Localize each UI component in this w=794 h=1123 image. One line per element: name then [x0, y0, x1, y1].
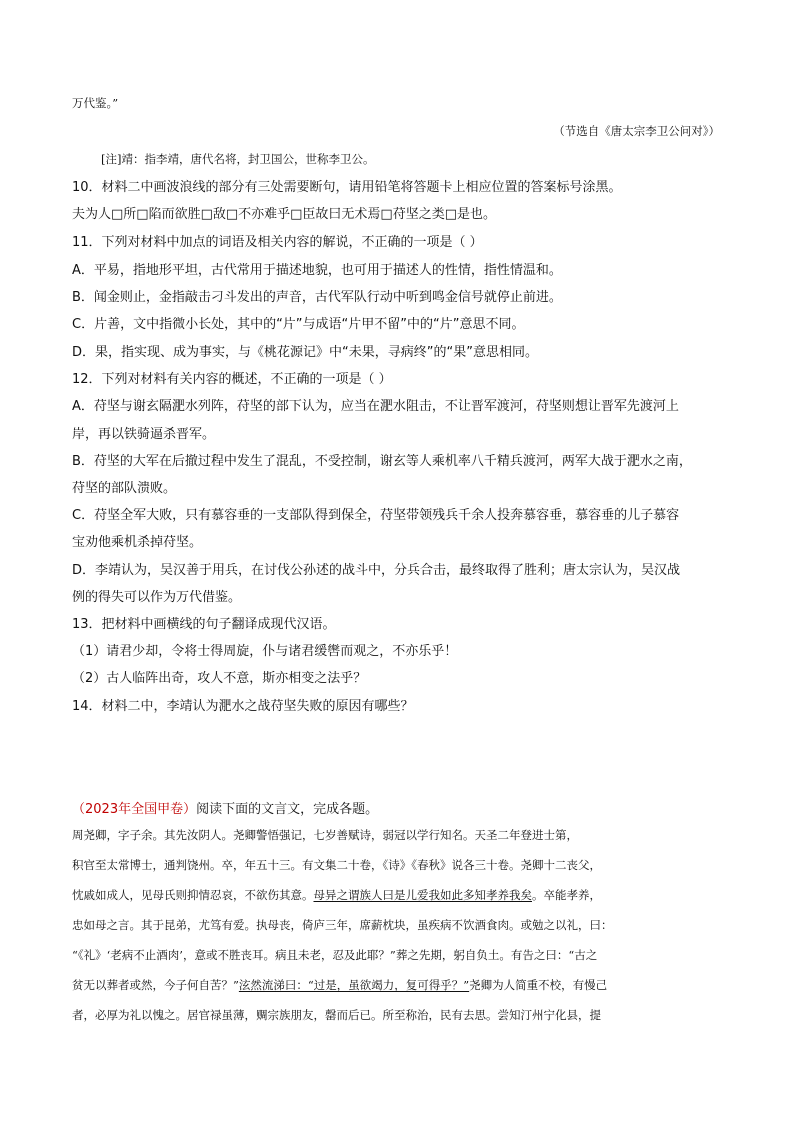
passage-line: 忠如母之言。其于昆弟，尤笃有爱。执母丧，倚庐三年，席薪枕块，虽疾病不饮酒食肉。或勉之以礼，曰：: [72, 918, 613, 932]
question-11-option-d: D．果，指实现、成为事实，与《桃花源记》中“未果，寻病终”的“果”意思相同。: [72, 345, 538, 360]
question-12-line: C．苻坚全军大败，只有慕容垂的一支部队得到保全，苻坚带领残兵千余人投奔慕容垂，慕容垂的儿子慕容: [72, 508, 680, 523]
question-13-item-1: （1）请君少却，令将士得周旋，仆与诸君缓辔而观之，不亦乐乎！: [72, 644, 458, 659]
section-heading: [72, 798, 378, 817]
exam-source-tag: （2023年全国甲卷）: [72, 802, 197, 817]
source-citation: （节选自《唐太宗李卫公问对》）: [553, 124, 720, 138]
passage-line: 忱戚如成人，见母氏则抑情忍哀，不欲伤其意。母异之谓族人曰是儿爱我如此多知孝养我矣。卒能孝养，: [72, 888, 601, 902]
question-12-line: 例的得失可以作为万代借鉴。: [72, 590, 242, 605]
passage-line: 者，必厚为礼以愧之。居官禄虽薄，赒宗族朋友，罄而后已。所至称治，民有去思。尝知汀州宁化县，提: [72, 1008, 601, 1022]
question-12-line: 苻坚的部队溃败。: [72, 481, 177, 496]
question-12-line: D．李靖认为，吴汉善于用兵，在讨伐公孙述的战斗中，分兵合击，最终取得了胜利；唐太宗认为，吴汉战: [72, 563, 681, 578]
passage-line: 贫无以葬者或然，今子何自苦？”泫然流涕曰：“过是，虽欲竭力，复可得乎？”尧卿为人简重不校，有慢己: [72, 978, 608, 992]
underlined-sentence: 泫然流涕曰：“过是，虽欲竭力，复可得乎？”: [238, 978, 470, 992]
passage-line: 积官至太常博士，通判饶州。卒，年五十三。有文集二十卷，《诗》《春秋》说各三十卷。尧卿十二丧父，: [72, 858, 601, 872]
question-14-title: 14．材料二中，李靖认为淝水之战苻坚失败的原因有哪些？: [72, 699, 414, 714]
question-13-item-2: （2）古人临阵出奇，攻人不意，斯亦相变之法乎？: [72, 671, 367, 686]
underlined-sentence: 母异之谓族人曰是儿爱我如此多知孝养我矣: [313, 888, 532, 902]
question-11-option-c: C．片善，文中指微小长处，其中的“片”与成语“片甲不留”中的“片”意思不同。: [72, 317, 525, 332]
question-12-line: B．苻坚的大军在后撤过程中发生了混乱，不受控制，谢玄等人乘机率八千精兵渡河，两军大战于淝水之南，: [72, 454, 692, 469]
question-11-option-b: B．闻金则止，金指敲击刁斗发出的声音，古代军队行动中听到鸣金信号就停止前进。: [72, 290, 562, 305]
question-12-title: 12．下列对材料有关内容的概述，不正确的一项是（ ）: [72, 372, 392, 387]
classical-passage: [72, 820, 722, 1030]
passage-line: “《礼》‘老病不止酒肉’，意或不胜丧耳。病且未老，忍及此耶？”葬之先期，躬自负土。有告之曰：“古之: [72, 948, 598, 962]
question-10-text: 夫为人□所□陷而欲胜□敌□不亦难乎□臣故曰无术焉□苻坚之类□是也。: [72, 207, 496, 222]
question-11-option-a: A．平易，指地形平坦，古代常用于描述地貌，也可用于描述人的性情，指性情温和。: [72, 263, 562, 278]
question-12-line: 岸，再以铁骑逼杀晋军。: [72, 427, 216, 442]
continued-text: 万代鉴。”: [72, 96, 119, 110]
question-12-line: A．苻坚与谢玄隔淝水列阵，苻坚的部下认为，应当在淝水阻击，不让晋军渡河，苻坚则想让晋军先渡河上: [72, 399, 679, 414]
question-13-title: 13．把材料中画横线的句子翻译成现代汉语。: [72, 617, 336, 632]
section-instruction: 阅读下面的文言文，完成各题。: [196, 802, 379, 817]
question-12-line: 宝劝他乘机杀掉苻坚。: [72, 535, 203, 550]
annotation-note: [注]靖：指李靖，唐代名将，封卫国公，世称李卫公。: [101, 152, 375, 166]
question-10-title: 10．材料二中画波浪线的部分有三处需要断句，请用铅笔将答题卡上相应位置的答案标号涂黑。: [72, 180, 622, 195]
passage-line: 周尧卿，字子余。其先汝阴人。尧卿警悟强记，七岁善赋诗，弱冠以学行知名。天圣二年登进士第，: [72, 828, 578, 842]
question-11-title: 11．下列对材料中加点的词语及相关内容的解说，不正确的一项是（ ）: [72, 235, 483, 250]
